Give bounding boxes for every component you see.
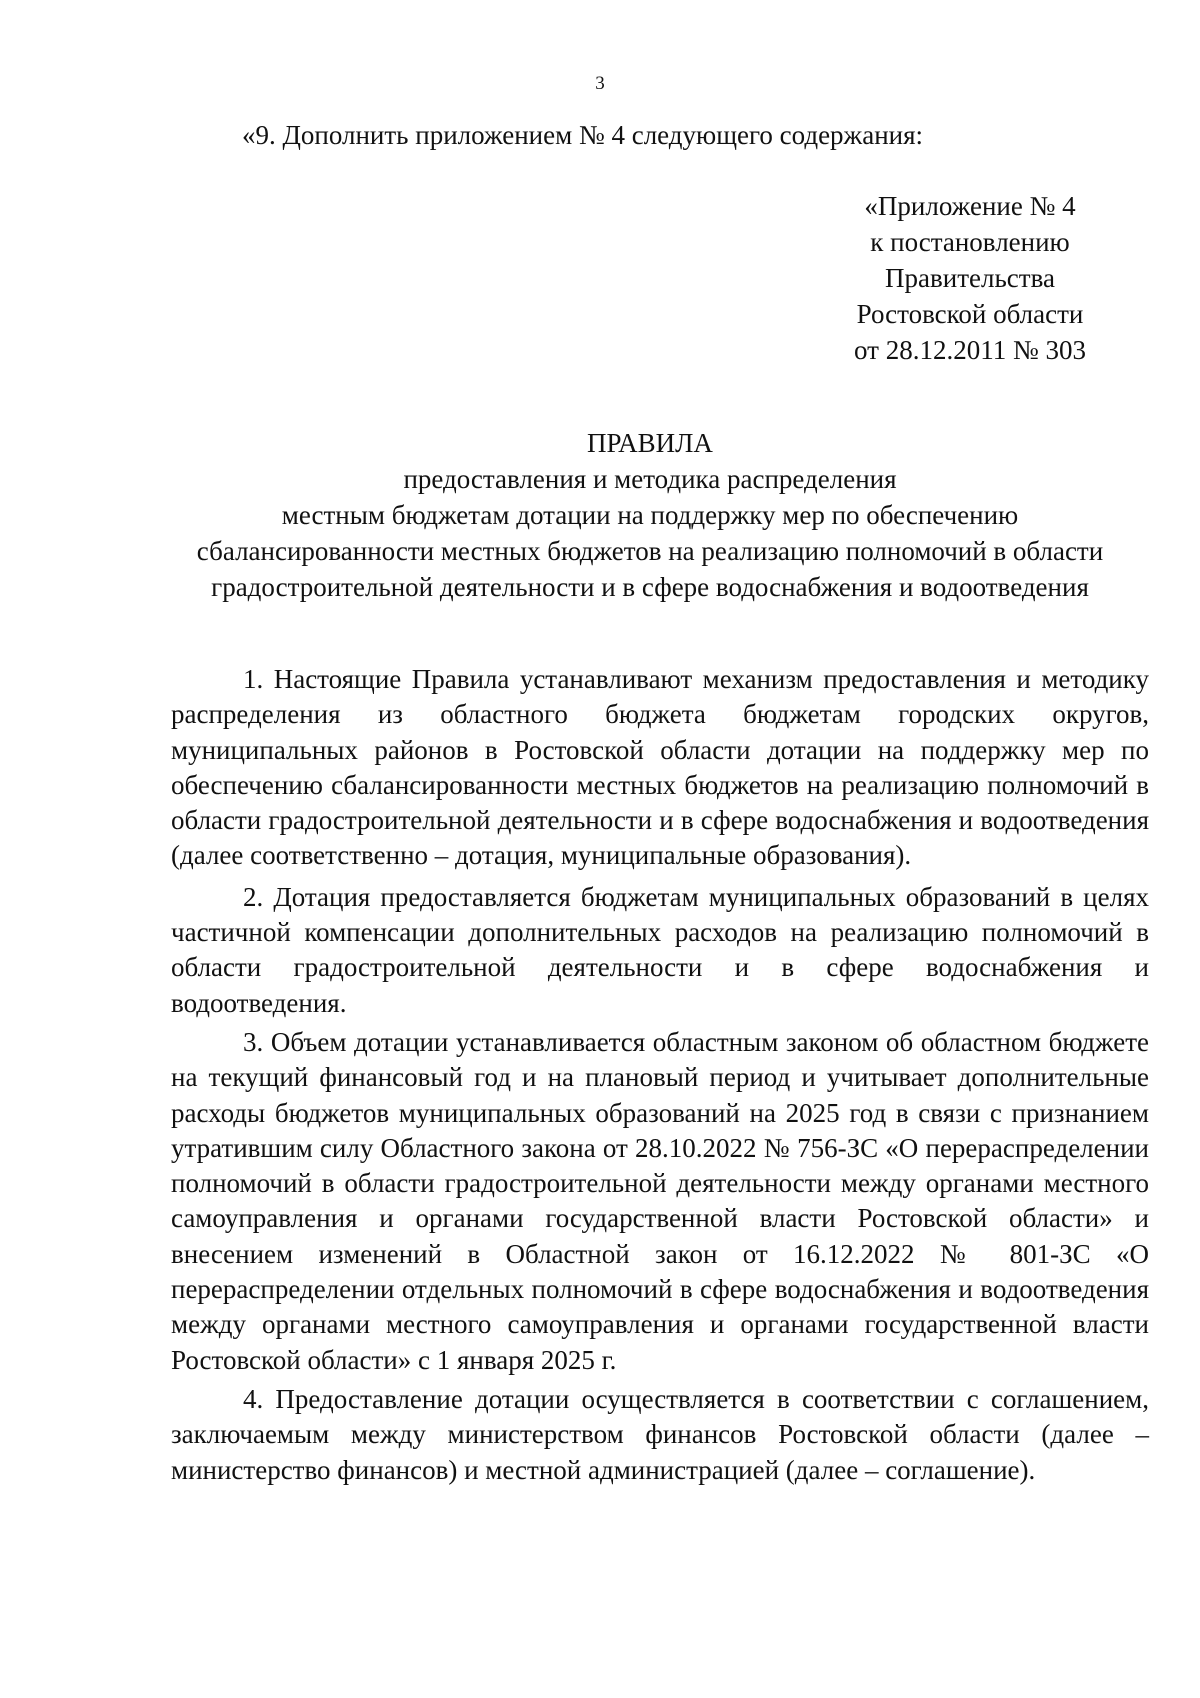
title-line: сбалансированности местных бюджетов на реализацию полномочий в области: [196, 536, 1104, 566]
paragraph-3: 3. Объем дотации устанавливается областным законом об областном бюджете на текущий финансовый год и на плановый период и учитывает дополнительные расходы бюджетов муниципальных образований на 2025 год в связи с признанием утратившим силу Областного закона от 28.10.2022 № 756-ЗС «О перераспределении полномочий в области градостроительной деятельности между органами местного самоуправления и органами государственной власти Ростовской области» и внесением изменений в Областной закон от 16.12.2022 № 801-ЗС «О перераспределении отдельных полномочий в сфере водоснабжения и водоотведения между органами местного самоуправления и органами государственной власти Ростовской области» с 1 января 2025 г.: [171, 1026, 1149, 1375]
appendix-line: Правительства: [885, 263, 1055, 293]
paragraph-1: 1. Настоящие Правила устанавливают механизм предоставления и методику распределения из областного бюджета бюджетам городских округов, муниципальных районов в Ростовской области дотации на поддержку мер по обеспечению сбалансированности местных бюджетов на реализацию полномочий в области градостроительной деятельности и в сфере водоснабжения и водоотведения (далее соответственно – дотация, муниципальные образования).: [171, 664, 1149, 871]
appendix-line: Ростовской области: [856, 299, 1084, 329]
paragraph-4: 4. Предоставление дотации осуществляется в соответствии с соглашением, заключаемым между министерством финансов Ростовской области (далее – министерство финансов) и местной администрацией (далее – соглашение).: [171, 1383, 1149, 1485]
appendix-line: к постановлению: [870, 227, 1070, 257]
appendix-line: от 28.12.2011 № 303: [854, 335, 1086, 365]
title-line: местным бюджетам дотации на поддержку мер по обеспечению: [281, 500, 1019, 530]
document-title: [150, 425, 1150, 605]
title-line: градостроительной деятельности и в сфере водоснабжения и водоотведения: [211, 572, 1089, 602]
paragraph-2: 2. Дотация предоставляется бюджетам муниципальных образований в целях частичной компенсации дополнительных расходов на реализацию полномочий в области градостроительной деятельности и в сфере водоснабжения и водоотведения.: [171, 881, 1149, 1018]
amendment-intro: «9. Дополнить приложением № 4 следующего содержания:: [242, 120, 924, 150]
appendix-header: [820, 188, 1120, 368]
document-body: [171, 662, 1149, 1492]
title-heading: ПРАВИЛА: [587, 428, 713, 458]
page-number: 3: [595, 73, 605, 94]
appendix-line: «Приложение № 4: [864, 191, 1076, 221]
title-line: предоставления и методика распределения: [403, 464, 897, 494]
